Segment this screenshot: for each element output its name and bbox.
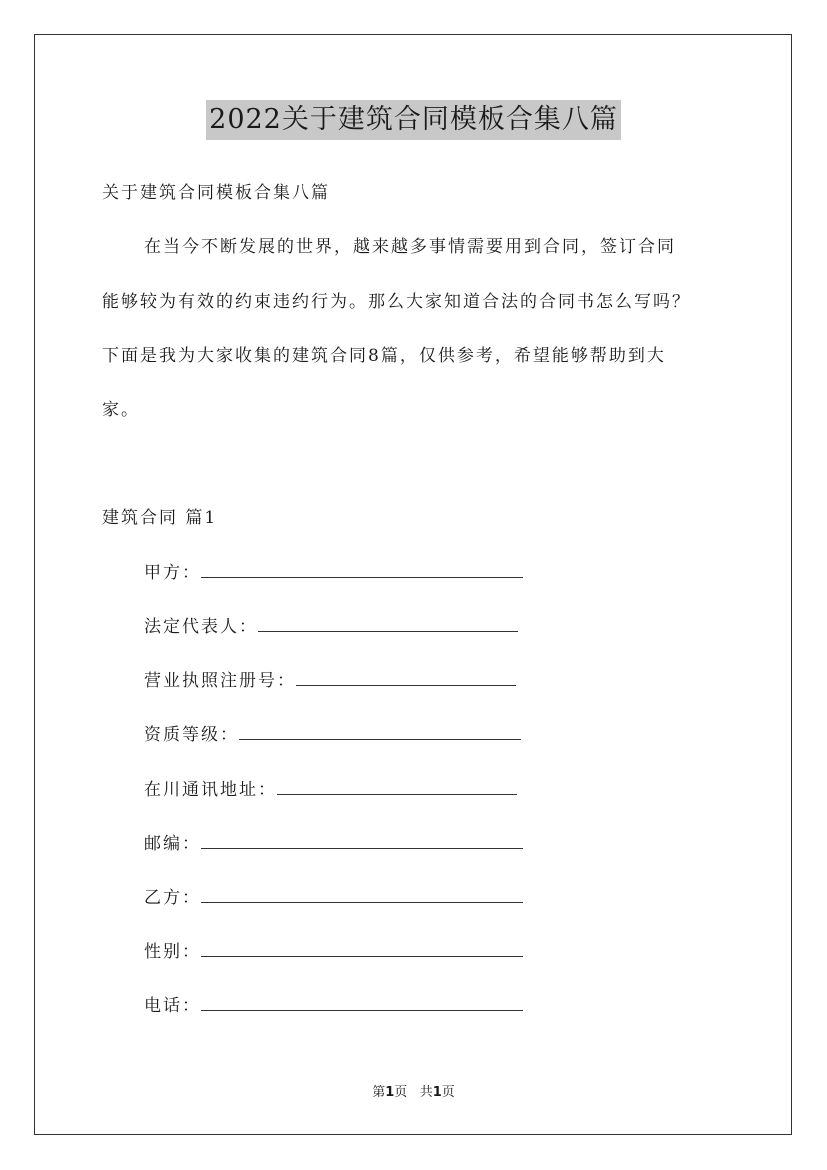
footer-prefix: 第 [372,1085,386,1100]
page-footer [0,1084,827,1102]
postcode-blank[interactable] [201,832,523,849]
field-row-gender [144,940,523,964]
section-heading: 建筑合同 篇1 [102,508,218,528]
field-row-party-b [144,886,523,910]
intro-line-1: 在当今不断发展的世界，越来越多事情需要用到合同，签订合同 [144,237,676,257]
footer-page-number: 1 [385,1085,395,1100]
intro-line-4: 家。 [102,400,140,420]
field-label: 电话： [144,996,201,1016]
document-title: 2022关于建筑合同模板合集八篇 [206,100,621,140]
footer-total-pages: 1 [432,1085,442,1100]
footer-suffix: 页 [441,1085,455,1100]
field-row-license [144,669,516,693]
qualification-blank[interactable] [239,723,521,740]
field-row-address [144,778,517,802]
license-blank[interactable] [296,669,516,686]
field-label: 性别： [144,942,201,962]
address-blank[interactable] [277,778,517,795]
field-row-legal-rep [144,615,518,639]
gender-blank[interactable] [201,940,523,957]
field-label: 邮编： [144,834,201,854]
document-subtitle: 关于建筑合同模板合集八篇 [102,183,330,203]
legal-rep-blank[interactable] [258,615,518,632]
field-label: 在川通讯地址： [144,780,277,800]
field-label: 甲方： [144,563,201,583]
field-row-qualification [144,723,521,747]
field-row-postcode [144,832,523,856]
intro-line-3: 下面是我为大家收集的建筑合同8篇，仅供参考，希望能够帮助到大 [102,346,666,366]
party-b-blank[interactable] [201,886,523,903]
field-label: 营业执照注册号： [144,671,296,691]
footer-mid: 页 共 [394,1085,433,1100]
party-a-blank[interactable] [201,561,523,578]
field-label: 乙方： [144,888,201,908]
phone-blank[interactable] [201,994,523,1011]
field-label: 法定代表人： [144,617,258,637]
field-row-party-a [144,561,523,585]
field-row-phone [144,994,523,1018]
title-wrap [0,100,827,140]
field-label: 资质等级： [144,725,239,745]
intro-line-2: 能够较为有效的约束违约行为。那么大家知道合法的合同书怎么写吗？ [102,292,691,312]
